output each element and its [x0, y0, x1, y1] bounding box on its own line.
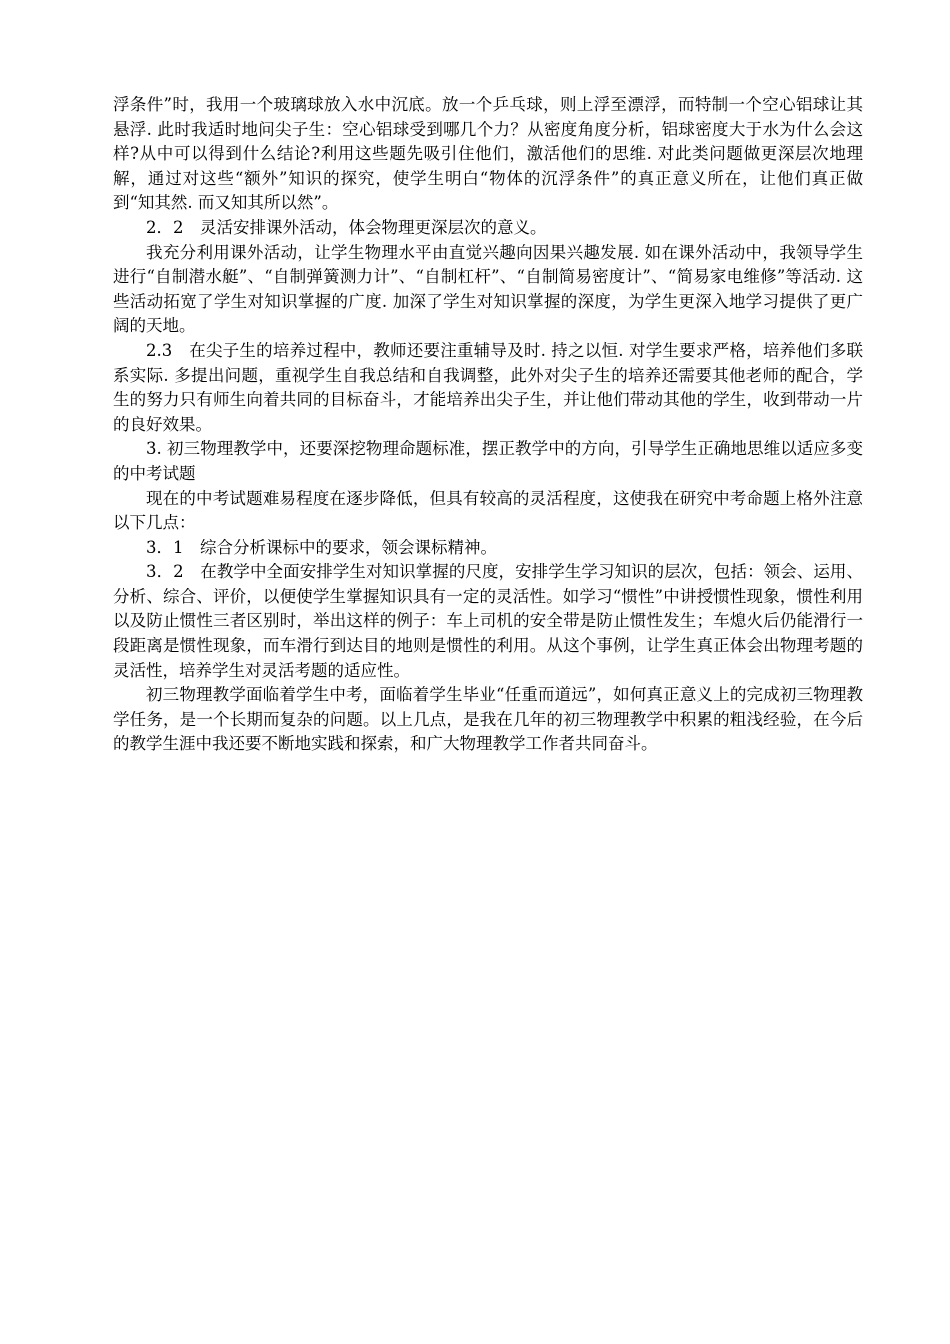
paragraph-exam-trends: 现在的中考试题难易程度在逐步降低，但具有较高的灵活程度，这使我在研究中考命题上格外注意以下几点： [113, 488, 863, 533]
section-2-3-paragraph: 2.3 在尖子生的培养过程中，教师还要注重辅导及时. 持之以恒. 对学生要求严格，培养他们多联系实际. 多提出问题，重视学生自我总结和自我调整，此外对尖子生的培养还需要其他老师的配合，学生的努力只有师生向着共同的目标奋斗，才能培养出尖子生，并让他们带动其他的学生，收到带动一片的良好效果。 [113, 340, 863, 434]
paragraph-conclusion: 初三物理教学面临着学生中考，面临着学生毕业“任重而道远”，如何真正意义上的完成初三物理教学任务，是一个长期而复杂的问题。以上几点，是我在几年的初三物理教学中积累的粗浅经验，在今后的教学生涯中我还要不断地实践和探索，和广大物理教学工作者共同奋斗。 [113, 685, 863, 754]
section-3-1-heading: 3．1 综合分析课标中的要求，领会课标精神。 [146, 537, 497, 557]
section-3-2-paragraph: 3．2 在教学中全面安排学生对知识掌握的尺度，安排学生学习知识的层次，包括：领会、运用、分析、综合、评价，以便使学生掌握知识具有一定的灵活性。如学习“惯性”中讲授惯性现象，惯性利用以及防止惯性三者区别时，举出这样的例子：车上司机的安全带是防止惯性发生；车熄火后仍能滑行一段距离是惯性现象，而车滑行到达目的地则是惯性的利用。从这个事例，让学生真正体会出物理考题的灵活性，培养学生对灵活考题的适应性。 [113, 562, 863, 680]
document-body [113, 93, 863, 757]
paragraph-extracurricular: 我充分利用课外活动，让学生物理水平由直觉兴趣向因果兴趣发展. 如在课外活动中，我领导学生进行“自制潜水艇”、“自制弹簧测力计”、“自制杠杆”、“自制简易密度计”、“简易家电维修”等活动. 这些活动拓宽了学生对知识掌握的广度. 加深了学生对知识掌握的深度，为学生更深入地学习提供了更广阔的天地。 [113, 242, 863, 336]
section-2-2-heading: 2．2 灵活安排课外活动，体会物理更深层次的意义。 [146, 217, 547, 237]
paragraph-buoyancy-example: 浮条件”时，我用一个玻璃球放入水中沉底。放一个乒乓球，则上浮至漂浮，而特制一个空心铝球让其悬浮. 此时我适时地问尖子生：空心铝球受到哪几个力？从密度角度分析，铝球密度大于水为什么会这样?从中可以得到什么结论?利用这些题先吸引住他们，激活他们的思维. 对此类问题做更深层次地理解，通过对这些“额外”知识的探究，使学生明白“物体的沉浮条件”的真正意义所在，让他们真正做到“知其然. 而又知其所以然”。 [113, 95, 863, 213]
section-3-heading: 3. 初三物理教学中，还要深挖物理命题标准，摆正教学中的方向，引导学生正确地思维以适应多变的中考试题 [113, 439, 863, 483]
